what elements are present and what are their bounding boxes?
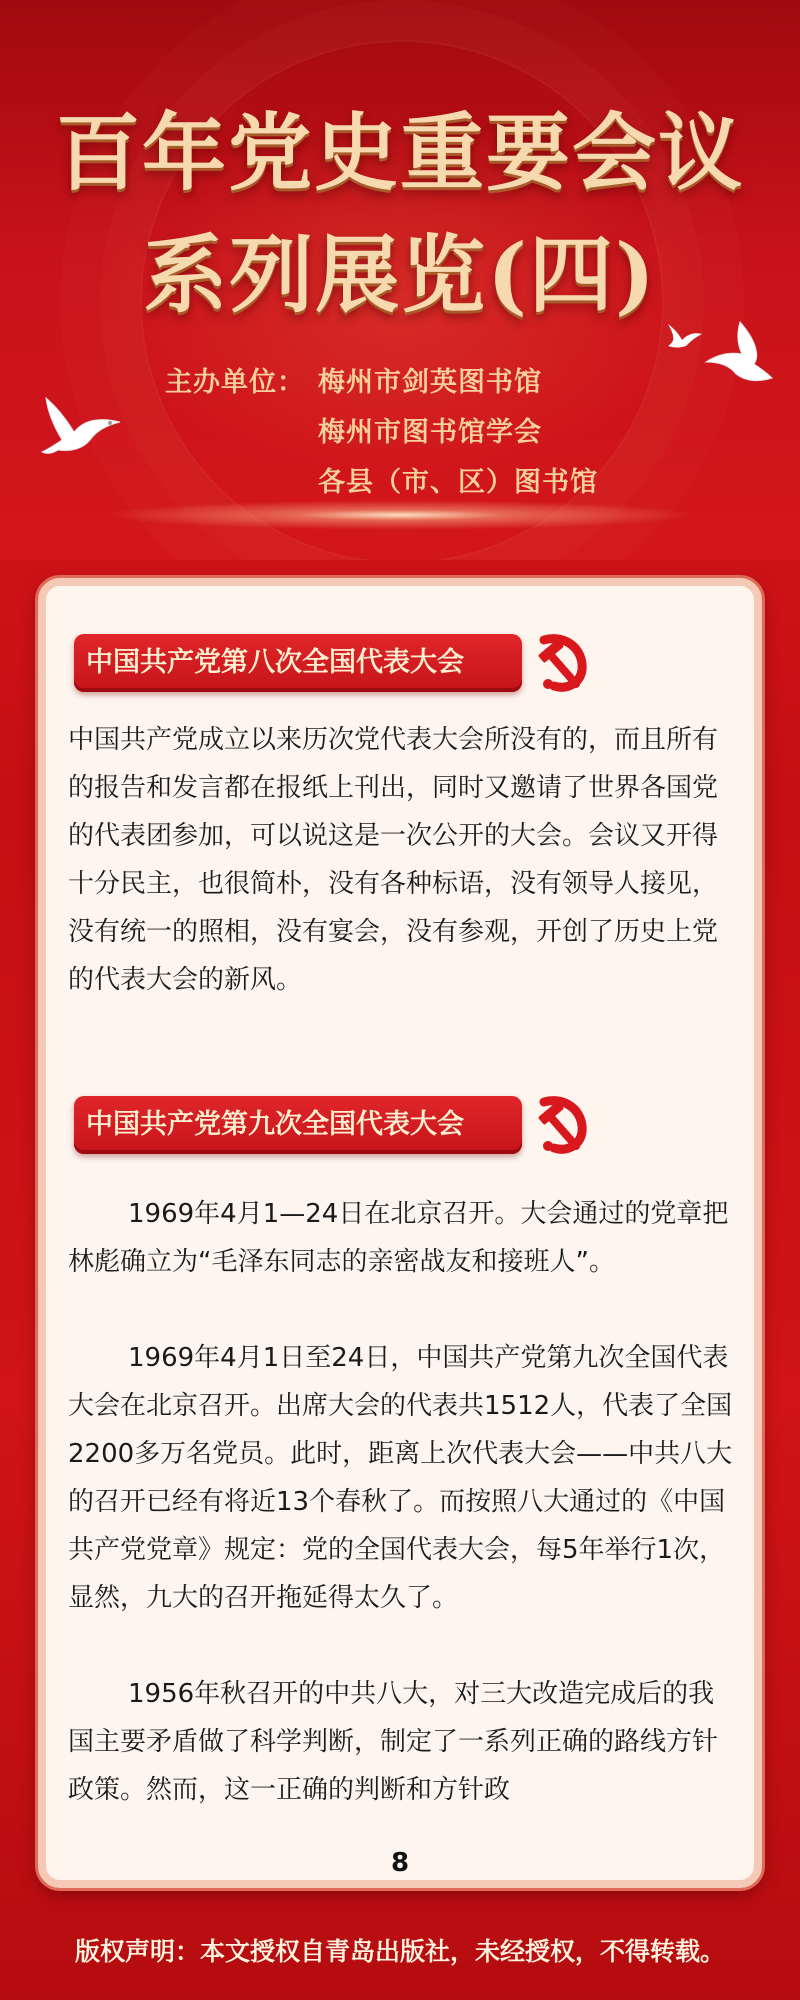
dove-icon <box>664 318 704 352</box>
organizer-2: 梅州市图书馆学会 <box>318 417 542 448</box>
page-title-line-2: 系列展览(四) <box>143 225 657 324</box>
header-banner <box>0 0 800 560</box>
page-title-line-1: 百年党史重要会议 <box>55 103 744 202</box>
section-heading-text: 中国共产党第八次全国代表大会 <box>86 647 464 678</box>
dove-icon <box>38 392 128 462</box>
organizer-3: 各县（市、区）图书馆 <box>318 467 598 498</box>
section-heading-text: 中国共产党第九次全国代表大会 <box>86 1109 464 1140</box>
hammer-sickle-icon <box>524 626 594 696</box>
copyright-notice: 版权声明：本文授权自青岛出版社，未经授权，不得转载。 <box>74 1937 725 1966</box>
page-number: 8 <box>390 1848 410 1878</box>
dove-icon <box>700 318 780 388</box>
content-card <box>38 578 762 1888</box>
organizer-1: 梅州市剑英图书馆 <box>318 367 542 398</box>
organizer-label: 主办单位： <box>165 367 305 398</box>
light-flare <box>100 500 700 530</box>
paragraph: 1969年4月1—24日在北京召开。大会通过的党章把林彪确立为“毛泽东同志的亲密战友和接班人”。 <box>68 1199 729 1277</box>
paragraph: 1969年4月1日至24日，中国共产党第九次全国代表大会在北京召开。出席大会的代表共1512人，代表了全国2200多万名党员。此时，距离上次代表大会——中共八大的召开已经有将近13个春秋了。而按照八大通过的《中国共产党党章》规定：党的全国代表大会，每5年举行1次，显然，九大的召开拖延得太久了。 <box>68 1343 733 1613</box>
hammer-sickle-icon <box>524 1088 594 1158</box>
section-heading-8th-congress <box>74 634 522 692</box>
section-heading-9th-congress <box>74 1096 522 1154</box>
paragraph: 中国共产党成立以来历次党代表大会所没有的，而且所有的报告和发言都在报纸上刊出，同时又邀请了世界各国党的代表团参加，可以说这是一次公开的大会。会议又开得十分民主，也很简朴，没有各种标语，没有领导人接见，没有统一的照相，没有宴会，没有参观，开创了历史上党的代表大会的新风。 <box>68 725 719 995</box>
paragraph: 1956年秋召开的中共八大，对三大改造完成后的我国主要矛盾做了科学判断，制定了一系列正确的路线方针政策。然而，这一正确的判断和方针政 <box>68 1679 719 1805</box>
